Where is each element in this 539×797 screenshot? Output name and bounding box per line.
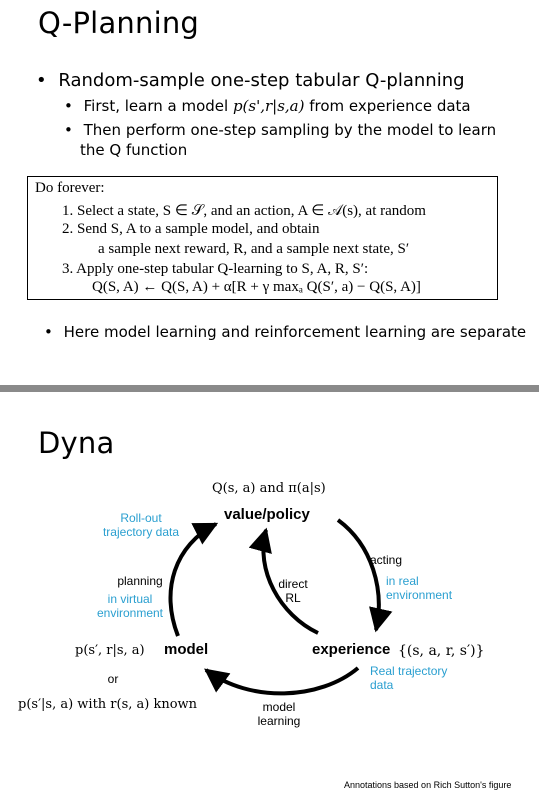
- algo-line-5: Q(S, A) ← Q(S, A) + α[R + γ maxₐ Q(S′, a) − Q(S, A)]: [92, 279, 421, 295]
- sub-bullet-sampling-cont: the Q function: [80, 141, 188, 159]
- algorithm-box: [27, 176, 498, 300]
- direct-rl-label: direct RL: [278, 577, 308, 605]
- slide-divider: [0, 385, 539, 392]
- in-virtual-env-annotation: in virtual environment: [96, 592, 164, 620]
- q-pi-label: Q(s, a) and π(a|s): [212, 481, 326, 496]
- experience-set-label: {(s, a, r, s′)}: [398, 643, 485, 659]
- model-learning-arrow: [206, 668, 358, 693]
- sub-bullet-sampling: [64, 121, 496, 139]
- planning-label: planning: [117, 574, 163, 588]
- sub-bullet-text: First, learn a model p(s',r|s,a) from experience data: [83, 97, 471, 115]
- bullet-dot: •: [64, 97, 73, 115]
- in-real-env-annotation: in real environment: [386, 574, 453, 602]
- algo-line-3: a sample next reward, R, and a sample next state, S′: [98, 241, 410, 257]
- figure-attribution: Annotations based on Rich Sutton's figure: [344, 780, 512, 790]
- model-node: model: [164, 641, 209, 658]
- sub-bullet-text: Then perform one-step sampling by the model to learn: [83, 121, 497, 139]
- slide-title-q-planning: Q-Planning: [38, 6, 200, 40]
- bullet-bottom: [44, 323, 526, 341]
- planning-arrow: [170, 524, 216, 636]
- acting-arrow: [338, 520, 379, 630]
- sub-bullet-learn-model: [64, 97, 471, 115]
- model-math-label: p(s′, r|s, a): [75, 643, 145, 658]
- bullet-dot: •: [36, 70, 47, 91]
- value-policy-node: value/policy: [224, 506, 310, 523]
- model-learning-label: model learning: [257, 700, 301, 728]
- algo-line-2: 2. Send S, A to a sample model, and obtain: [62, 221, 320, 237]
- acting-label: acting: [370, 553, 403, 567]
- alt-model-label: p(s′|s, a) with r(s, a) known: [18, 697, 198, 712]
- algo-line-4: 3. Apply one-step tabular Q-learning to S, A, R, S′:: [62, 261, 369, 277]
- rollout-annotation: Roll-out trajectory data: [102, 511, 180, 539]
- slide-title-dyna: Dyna: [38, 426, 115, 460]
- algo-line-1: 1. Select a state, S ∈ 𝒮, and an action, A ∈ 𝒜(s), at random: [62, 203, 426, 219]
- or-label: or: [107, 672, 119, 686]
- algo-line-0: Do forever:: [35, 180, 105, 196]
- real-traj-annotation: Real trajectory data: [370, 664, 448, 692]
- bullet-dot: •: [64, 121, 73, 139]
- bullet-main: [36, 70, 465, 91]
- bullet-bottom-text: Here model learning and reinforcement learning are separate: [63, 323, 527, 341]
- bullet-main-text: Random-sample one-step tabular Q-planning: [58, 70, 465, 91]
- bullet-dot: •: [44, 323, 53, 341]
- experience-node: experience: [312, 641, 391, 658]
